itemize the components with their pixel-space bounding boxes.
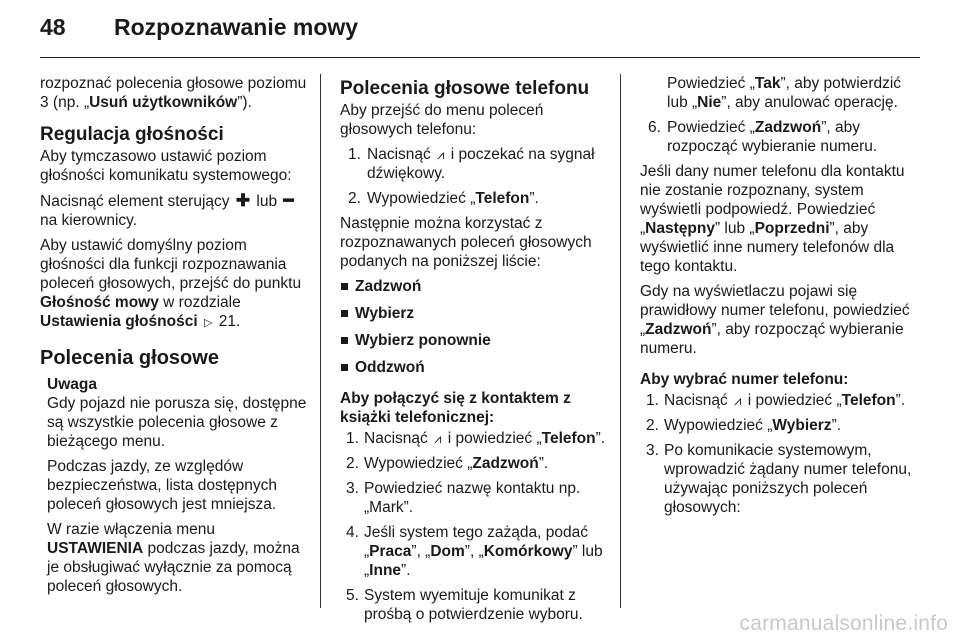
list-item: 4. Jeśli system tego zażąda, podać „Praca”, „Dom”, „Komórkowy” lub „Inne”. bbox=[346, 524, 603, 579]
list-item: 3. Powiedzieć nazwę kontaktu np. „Mark”. bbox=[346, 480, 581, 516]
intro-paragraph: rozpoznać polecenia głosowe poziomu 3 (np. „Usuń użytkowników”). bbox=[40, 75, 307, 111]
continued-step: Powiedzieć „Tak”, aby potwierdzić lub „Nie”, aby anulować operację. bbox=[667, 75, 902, 111]
voice-command-icon: ⩘ bbox=[434, 431, 442, 446]
column-divider bbox=[620, 74, 621, 608]
list-item: 2. Wypowiedzieć „Zadzwoń”. bbox=[346, 455, 549, 472]
list-item: Zadzwoń bbox=[340, 277, 610, 296]
phone-steps bbox=[340, 145, 610, 208]
minus-icon: ━ bbox=[283, 191, 294, 210]
heading-voice-commands: Polecenia głosowe bbox=[40, 347, 219, 369]
dial-steps bbox=[640, 391, 920, 517]
list-item: 1. Nacisnąć ⩘ i powiedzieć „Telefon”. bbox=[346, 430, 606, 447]
note-box bbox=[40, 375, 310, 596]
list-item: 5. System wyemituje komunikat z prośbą o potwierdzenie wyboru. bbox=[346, 587, 583, 623]
voice-command-icon: ⩘ bbox=[437, 147, 445, 162]
note-paragraph: W razie włączenia menu USTAWIENIA podczas jazdy, można je obsługiwać wyłącznie za pomocą poleceń głosowych. bbox=[47, 521, 300, 595]
correct-number-paragraph: Gdy na wyświetlaczu pojawi się prawidłowy numer telefonu, powiedzieć „Zadzwoń”, aby rozpocząć wybieranie numeru. bbox=[640, 283, 910, 357]
default-volume-paragraph: Aby ustawić domyślny poziom głośności dla funkcji rozpoznawania poleceń głosowych, przejść do punktu Głośność mowy w rozdziale Ustawienia głośności ▷ 21. bbox=[40, 236, 310, 333]
list-item: 2. Wypowiedzieć „Telefon”. bbox=[348, 190, 539, 207]
heading-volume: Regulacja głośności bbox=[40, 124, 224, 145]
voice-command-icon: ⩘ bbox=[734, 393, 742, 408]
note-paragraph: Podczas jazdy, ze względów bezpieczeństwa, lista dostępnych poleceń głosowych jest mniejsza. bbox=[47, 458, 278, 513]
list-item: 1. Nacisnąć ⩘ i powiedzieć „Telefon”. bbox=[646, 392, 906, 409]
page-title: Rozpoznawanie mowy bbox=[114, 14, 359, 40]
watermark: carmanualsonline.info bbox=[739, 612, 948, 635]
commands-intro: Następnie można korzystać z rozpoznawanych poleceń głosowych podanych na poniższej liście: bbox=[340, 215, 592, 270]
list-item: 1. Nacisnąć ⩘ i poczekać na sygnał dźwiękowy. bbox=[348, 146, 595, 182]
dial-subheading: Aby wybrać numer telefonu: bbox=[640, 371, 849, 388]
phone-intro: Aby przejść do menu poleceń głosowych telefonu: bbox=[340, 102, 544, 138]
note-paragraph: Gdy pojazd nie porusza się, dostępne są wszystkie polecenia głosowe z bieżącego menu. bbox=[47, 395, 307, 450]
page-header bbox=[40, 14, 358, 52]
list-item: Oddzwoń bbox=[340, 358, 610, 377]
volume-controls-paragraph: Nacisnąć element sterujący ✚ lub ━ na kierownicy. bbox=[40, 191, 294, 229]
note-title: Uwaga bbox=[47, 376, 97, 393]
contact-subheading: Aby połączyć się z kontaktem z książki telefonicznej: bbox=[340, 390, 571, 426]
contact-steps bbox=[340, 429, 610, 624]
list-item: 3. Po komunikacie systemowym, wprowadzić żądany numer telefonu, używając poniższych poleceń głosowych: bbox=[646, 442, 912, 516]
page-number: 48 bbox=[40, 14, 66, 40]
list-item: Wybierz bbox=[340, 304, 610, 323]
page-reference-arrow-icon: ▷ bbox=[203, 317, 213, 329]
plus-icon: ✚ bbox=[235, 191, 251, 210]
header-rule bbox=[40, 57, 920, 58]
heading-phone-commands: Polecenia głosowe telefonu bbox=[340, 78, 590, 99]
list-item: 6. Powiedzieć „Zadzwoń”, aby rozpocząć wybieranie numeru. bbox=[648, 119, 878, 155]
unrecognized-paragraph: Jeśli dany numer telefonu dla kontaktu nie zostanie rozpoznany, system wyświetli podpowiedź. Powiedzieć „Następny” lub „Poprzedni”, aby wyświetlić inne numery telefonów dla tego kontaktu. bbox=[640, 163, 905, 275]
column-1 bbox=[40, 74, 310, 602]
column-3 bbox=[640, 74, 920, 523]
command-list bbox=[340, 277, 610, 377]
column-2 bbox=[340, 74, 610, 630]
list-item: Wybierz ponownie bbox=[340, 331, 610, 350]
list-item: 2. Wypowiedzieć „Wybierz”. bbox=[646, 417, 842, 434]
volume-paragraph: Aby tymczasowo ustawić poziom głośności komunikatu systemowego: bbox=[40, 148, 292, 184]
contact-steps-continued bbox=[640, 118, 920, 156]
column-divider bbox=[320, 74, 321, 608]
